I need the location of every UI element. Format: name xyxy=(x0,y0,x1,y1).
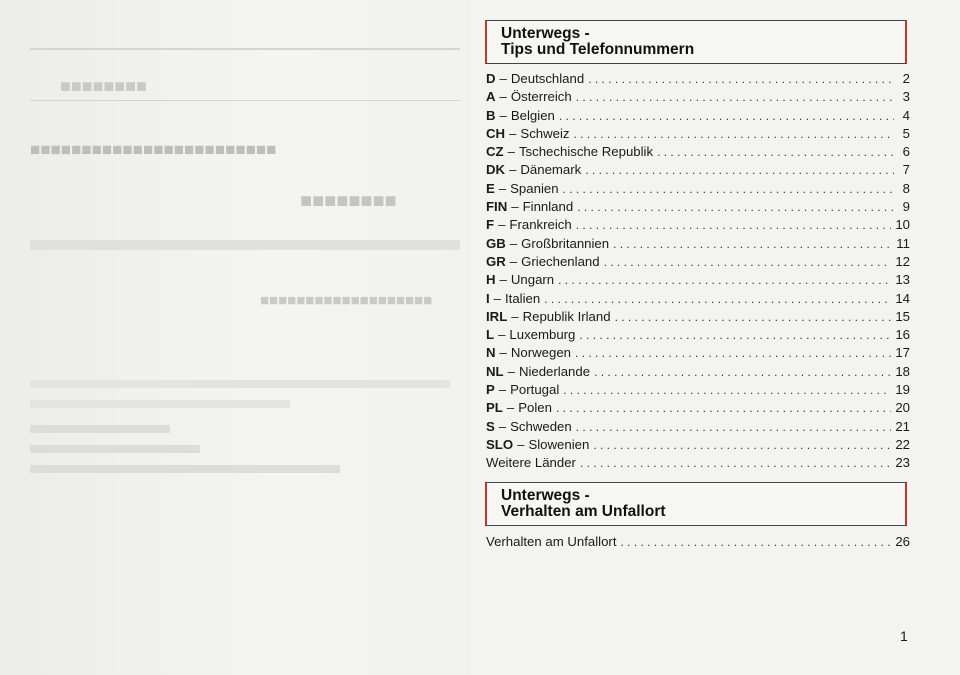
dot-leader xyxy=(585,161,894,179)
country-code: PL xyxy=(486,400,503,416)
separator-dash: – xyxy=(498,217,506,233)
toc-entry xyxy=(486,308,910,326)
separator-dash: – xyxy=(511,308,519,324)
entry-title: Italien xyxy=(505,290,541,306)
dot-leader xyxy=(563,381,891,399)
section-heading-line2: Tips und Telefonnummern xyxy=(501,41,695,58)
toc-entry xyxy=(486,533,910,551)
section-heading-line1: Unterwegs - xyxy=(501,25,590,42)
toc-entry xyxy=(486,399,910,417)
dot-leader xyxy=(620,533,891,551)
country-code: P xyxy=(486,382,495,398)
country-code: H xyxy=(486,272,496,288)
country-code: I xyxy=(486,290,490,306)
entry-title: Deutschland xyxy=(510,71,585,86)
entry-title: Slowenien xyxy=(528,436,590,452)
separator-dash: – xyxy=(506,400,515,416)
country-code: A xyxy=(486,89,496,105)
toc-entry xyxy=(486,436,910,454)
page-ref: 10 xyxy=(895,217,910,233)
country-code: S xyxy=(486,418,495,434)
separator-dash: – xyxy=(499,272,507,288)
toc-entry xyxy=(486,418,910,436)
dot-leader xyxy=(576,216,892,234)
dot-leader xyxy=(544,290,891,308)
entry-title: Niederlande xyxy=(518,363,591,379)
dot-leader xyxy=(576,88,894,106)
separator-dash: – xyxy=(509,125,517,141)
toc-entry xyxy=(486,363,910,381)
toc-entry xyxy=(486,88,910,106)
country-code: E xyxy=(486,180,495,196)
country-code: CH xyxy=(486,125,506,141)
ghost-text-block xyxy=(30,380,450,388)
dot-leader xyxy=(588,70,894,88)
dot-leader xyxy=(558,271,891,289)
entry-title: Belgien xyxy=(510,107,555,123)
entry-title: Polen xyxy=(518,400,552,416)
page-ref: 19 xyxy=(895,382,910,398)
page-ref: 8 xyxy=(902,180,910,196)
ghost-text-block xyxy=(30,240,460,250)
page-ref: 13 xyxy=(895,272,910,288)
toc-entry xyxy=(486,161,910,179)
page-ref: 3 xyxy=(902,89,910,105)
entry-title: Schweden xyxy=(510,418,572,434)
toc-entry xyxy=(486,253,910,271)
accident-contents-list xyxy=(486,533,910,551)
ghost-text-block xyxy=(30,425,170,433)
separator-dash: – xyxy=(498,418,507,434)
section-heading-line2: Verhalten am Unfallort xyxy=(501,503,666,520)
dot-leader xyxy=(577,198,894,216)
dot-leader xyxy=(615,308,892,326)
ghost-subtitle: ■■■■■■■■■■■■■■■■■■■ xyxy=(260,292,433,309)
ghost-rule xyxy=(30,48,460,50)
entry-title: Tschechische Republik xyxy=(518,144,654,160)
entry-title: Finnland xyxy=(522,199,574,215)
toc-entry xyxy=(486,381,910,399)
toc-entry xyxy=(486,235,910,253)
facing-page-show-through xyxy=(0,0,470,675)
page-ref: 26 xyxy=(895,534,910,549)
entry-title: Österreich xyxy=(510,89,572,105)
contents-page xyxy=(470,0,960,675)
country-code: CZ xyxy=(486,144,504,160)
separator-dash: – xyxy=(517,436,525,452)
page-ref: 18 xyxy=(895,363,910,379)
section-heading-line1: Unterwegs - xyxy=(501,487,590,504)
entry-title: Großbritannien xyxy=(521,235,610,251)
separator-dash: – xyxy=(511,199,519,215)
country-code: NL xyxy=(486,363,504,379)
entry-title: Verhalten am Unfallort xyxy=(486,534,617,549)
entry-title: Norwegen xyxy=(510,345,571,361)
country-code: N xyxy=(486,345,496,361)
toc-entry xyxy=(486,125,910,143)
page-ref: 17 xyxy=(895,345,910,361)
separator-dash: – xyxy=(499,89,507,105)
section-heading-unfallort xyxy=(485,482,907,526)
page-ref: 20 xyxy=(895,400,910,416)
separator-dash: – xyxy=(498,180,507,196)
country-code: L xyxy=(486,327,495,343)
section-heading-tips xyxy=(485,20,907,64)
page-ref: 23 xyxy=(895,455,910,471)
country-code: GR xyxy=(486,253,506,269)
toc-entry xyxy=(486,107,910,125)
ghost-text-block xyxy=(30,445,200,453)
entry-title: Portugal xyxy=(510,382,560,398)
page-ref: 21 xyxy=(895,418,910,434)
separator-dash: – xyxy=(507,363,515,379)
toc-entry xyxy=(486,454,910,472)
country-code: F xyxy=(486,217,495,233)
dot-leader xyxy=(563,180,894,198)
dot-leader xyxy=(556,399,891,417)
toc-entry xyxy=(486,290,910,308)
page-ref: 6 xyxy=(902,144,910,160)
dot-leader xyxy=(657,143,894,161)
page-ref: 7 xyxy=(902,162,910,178)
separator-dash: – xyxy=(493,290,502,306)
page-ref: 11 xyxy=(896,235,910,251)
toc-entry xyxy=(486,326,910,344)
toc-entry xyxy=(486,180,910,198)
toc-entry xyxy=(486,143,910,161)
separator-dash: – xyxy=(509,162,517,178)
toc-entry xyxy=(486,70,910,88)
dot-leader xyxy=(579,326,891,344)
dot-leader xyxy=(613,235,892,253)
ghost-text-block xyxy=(30,465,340,473)
separator-dash: – xyxy=(499,345,507,361)
entry-title: Dänemark xyxy=(520,162,582,178)
entry-title: Schweiz xyxy=(520,125,570,141)
separator-dash: – xyxy=(499,71,507,86)
separator-dash: – xyxy=(498,382,507,398)
toc-entry xyxy=(486,198,910,216)
dot-leader xyxy=(604,253,892,271)
country-code: B xyxy=(486,107,496,123)
country-code: D xyxy=(486,71,496,86)
toc-entry xyxy=(486,271,910,289)
dot-leader xyxy=(559,107,894,125)
dot-leader xyxy=(580,454,891,472)
page-number: 1 xyxy=(900,628,908,644)
dot-leader xyxy=(594,363,891,381)
country-code: FIN xyxy=(486,199,508,215)
page-ref: 14 xyxy=(895,290,910,306)
entry-title: Republik Irland xyxy=(522,308,611,324)
country-code: DK xyxy=(486,162,506,178)
separator-dash: – xyxy=(499,107,507,123)
page-ref: 5 xyxy=(902,125,910,141)
page-ref: 16 xyxy=(895,327,910,343)
entry-title: Frankreich xyxy=(509,217,572,233)
entry-title: Weitere Länder xyxy=(486,455,576,471)
separator-dash: – xyxy=(509,253,518,269)
ghost-heading: ■■■■■■■■ xyxy=(60,76,147,96)
country-code: IRL xyxy=(486,308,508,324)
country-contents-list xyxy=(486,70,910,473)
page-ref: 12 xyxy=(895,253,910,269)
dot-leader xyxy=(593,436,891,454)
entry-title: Griechenland xyxy=(521,253,600,269)
entry-title: Luxemburg xyxy=(509,327,576,343)
page-ref: 2 xyxy=(902,71,910,86)
ghost-rule xyxy=(30,100,460,101)
separator-dash: – xyxy=(498,327,506,343)
country-code: SLO xyxy=(486,436,514,452)
ghost-title: ■■■■■■■■■■■■■■■■■■■■■■■■ xyxy=(30,140,277,159)
page-ref: 4 xyxy=(902,107,910,123)
toc-entry xyxy=(486,344,910,362)
page-ref: 22 xyxy=(895,436,910,452)
country-code: GB xyxy=(486,235,506,251)
entry-title: Spanien xyxy=(510,180,559,196)
dot-leader xyxy=(576,418,892,436)
separator-dash: – xyxy=(507,144,515,160)
dot-leader xyxy=(575,344,891,362)
page-ref: 9 xyxy=(902,199,910,215)
page-ref: 15 xyxy=(895,308,910,324)
ghost-text-block xyxy=(30,400,290,408)
dot-leader xyxy=(574,125,894,143)
entry-title: Ungarn xyxy=(510,272,555,288)
toc-entry xyxy=(486,216,910,234)
separator-dash: – xyxy=(509,235,518,251)
ghost-number: ■■■■■■■■ xyxy=(300,190,397,212)
